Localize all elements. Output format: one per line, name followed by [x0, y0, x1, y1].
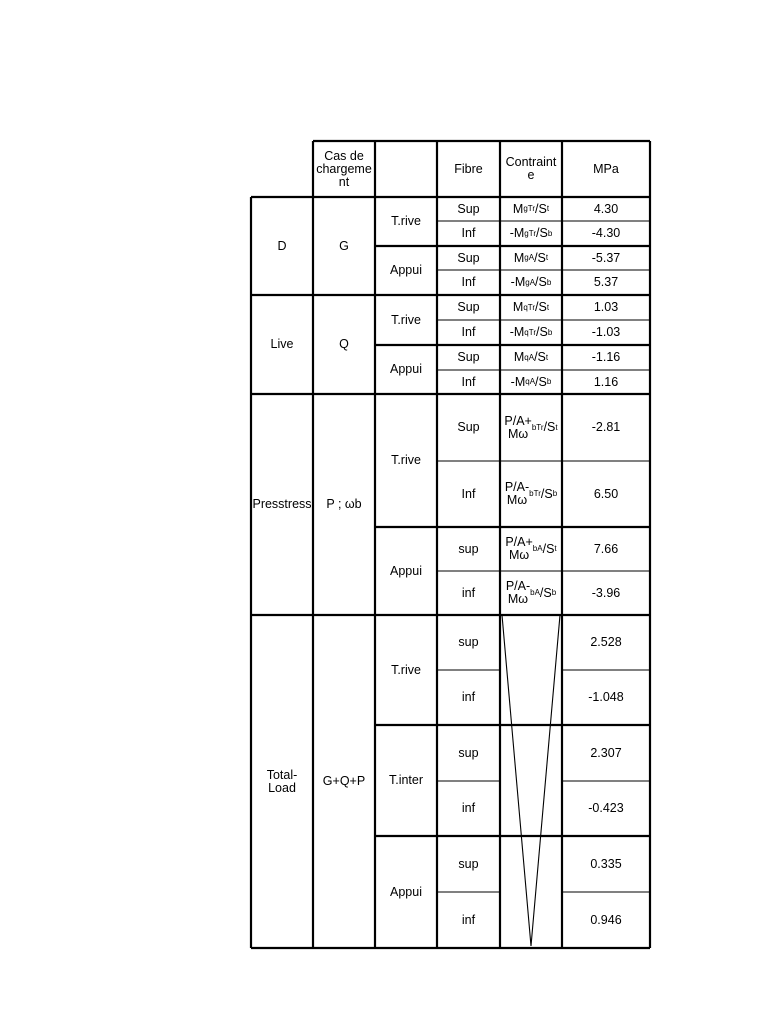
group-label: D: [277, 238, 287, 253]
fibre-cell: inf: [461, 801, 476, 815]
value-cell: -5.37: [591, 250, 621, 265]
header-cas: Cas de chargeme nt: [316, 148, 372, 189]
value-cell: 0.335: [590, 856, 622, 871]
fibre-cell: Sup: [457, 201, 480, 216]
fibre-cell: Sup: [457, 350, 480, 364]
formula-cell: P/A- Mω b Tr /S b: [504, 480, 558, 507]
value-cell: 7.66: [593, 541, 619, 556]
fibre-cell: sup: [458, 541, 479, 556]
value-cell: -1.16: [591, 350, 621, 364]
value-cell: 4.30: [593, 201, 619, 216]
formula-cell: M g A /S t: [513, 250, 549, 265]
group-label: Total-Load: [266, 767, 298, 795]
fibre-cell: inf: [461, 912, 476, 927]
formula-cell: -M g A /S b: [510, 275, 552, 289]
load-case: G+Q+P: [322, 774, 366, 788]
section-label: Appui: [390, 884, 422, 899]
fibre-cell: sup: [458, 745, 479, 760]
formula-cell: P/A- Mω b A /S b: [505, 579, 557, 606]
fibre-cell: Inf: [461, 275, 476, 289]
value-cell: -1.03: [591, 325, 621, 339]
section-label: Appui: [390, 563, 422, 578]
formula-cell: M q Tr /S t: [512, 300, 550, 314]
value-cell: 6.50: [593, 486, 619, 501]
value-cell: 1.16: [593, 374, 619, 389]
fibre-cell: Inf: [461, 226, 476, 240]
load-case: P ; ωb: [326, 497, 362, 511]
fibre-cell: Inf: [461, 486, 476, 501]
section-label: Appui: [390, 263, 422, 277]
fibre-cell: Sup: [457, 300, 480, 314]
formula-cell: P/A+ Mω b A /S t: [505, 535, 557, 562]
load-case: G: [339, 238, 349, 253]
formula-cell: -M g Tr /S b: [509, 226, 553, 240]
value-cell: -1.048: [588, 690, 624, 704]
section-label: Appui: [390, 362, 422, 376]
header-fibre: Fibre: [454, 161, 483, 176]
fibre-cell: Inf: [461, 374, 476, 389]
section-label: T.rive: [391, 214, 421, 228]
section-label: T.rive: [391, 453, 421, 467]
fibre-cell: inf: [461, 585, 476, 600]
formula-cell: -M q Tr /S b: [509, 325, 553, 339]
fibre-cell: inf: [461, 690, 476, 704]
value-cell: -3.96: [591, 585, 621, 600]
formula-cell: P/A+ Mω b Tr /S t: [504, 413, 558, 441]
value-cell: 0.946: [590, 912, 622, 927]
load-case: Q: [339, 337, 349, 351]
value-cell: 2.307: [590, 745, 622, 760]
fibre-cell: Sup: [457, 250, 480, 265]
value-cell: 2.528: [590, 635, 622, 649]
fibre-cell: sup: [458, 635, 479, 649]
value-cell: 5.37: [593, 275, 619, 289]
merged-cell-diagonal: [502, 615, 531, 946]
group-label: Live: [270, 337, 294, 351]
section-label: T.inter: [388, 773, 424, 787]
formula-cell: M g Tr /S t: [512, 201, 550, 216]
value-cell: 1.03: [593, 300, 619, 314]
formula-cell: -M q A /S b: [510, 374, 552, 389]
value-cell: -4.30: [591, 226, 621, 240]
section-label: T.rive: [391, 662, 421, 677]
header-unit: MPa: [593, 161, 619, 176]
group-label: Presstress: [252, 497, 312, 511]
fibre-cell: Inf: [461, 325, 476, 339]
fibre-cell: sup: [458, 856, 479, 871]
header-contrainte: Contraint e: [505, 155, 557, 182]
value-cell: -0.423: [588, 801, 624, 815]
value-cell: -2.81: [591, 420, 621, 434]
merged-cell-diagonal: [531, 615, 560, 946]
section-label: T.rive: [391, 312, 421, 327]
fibre-cell: Sup: [457, 420, 480, 434]
formula-cell: M q A /S t: [513, 350, 549, 364]
